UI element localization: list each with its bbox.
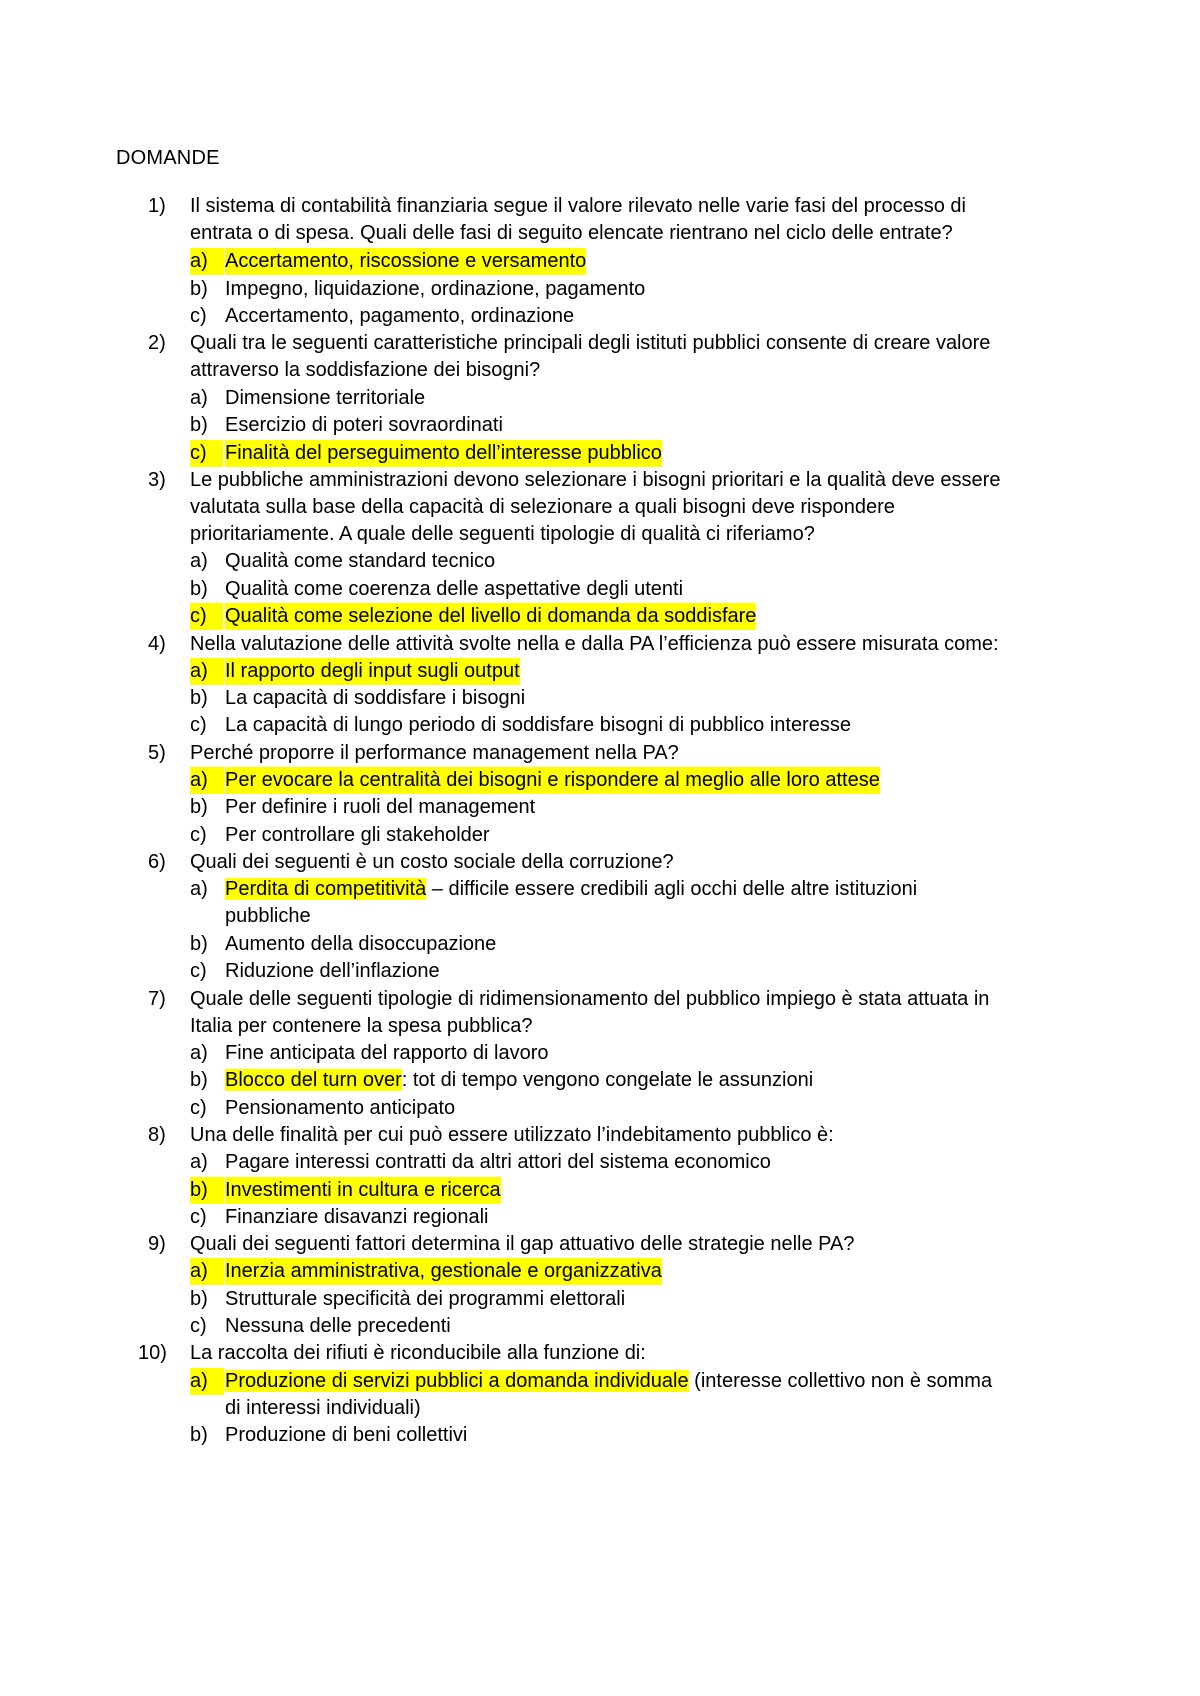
option-letter: c): [190, 1097, 207, 1119]
option-text: Per controllare gli stakeholder: [225, 824, 490, 846]
option-letter: b): [190, 687, 208, 709]
option-letter: b): [190, 1288, 208, 1310]
question-text: Una delle finalità per cui può essere utilizzato l’indebitamento pubblico è:: [190, 1124, 834, 1146]
question-text: valutata sulla base della capacità di selezionare a quali bisogni deve rispondere: [190, 496, 895, 518]
option-letter: b): [190, 1069, 208, 1091]
option-letter: b): [190, 414, 208, 436]
question-text: Quale delle seguenti tipologie di ridimensionamento del pubblico impiego è stata attuata in: [190, 988, 990, 1010]
option-letter: a): [190, 387, 208, 409]
question-text: Nella valutazione delle attività svolte nella e dalla PA l’efficienza può essere misurata come:: [190, 633, 999, 655]
option-letter: b): [190, 578, 208, 600]
question-number: 5): [148, 742, 166, 764]
option-text: Pensionamento anticipato: [225, 1097, 456, 1119]
question-number: 6): [148, 851, 166, 873]
option-letter: a): [190, 658, 224, 685]
option-text: Qualità come standard tecnico: [225, 550, 496, 572]
option-letter: a): [190, 1258, 224, 1285]
option-text: Nessuna delle precedenti: [225, 1315, 451, 1337]
option-letter: a): [190, 248, 224, 275]
question-text: entrata o di spesa. Quali delle fasi di seguito elencate rientrano nel ciclo delle entrate?: [190, 222, 953, 244]
option-letter: c): [190, 603, 223, 630]
option-text-highlighted: Perdita di competitività: [225, 878, 427, 900]
option-text: Qualità come coerenza delle aspettative degli utenti: [225, 578, 684, 600]
question-text: Le pubbliche amministrazioni devono selezionare i bisogni prioritari e la qualità deve essere: [190, 469, 1001, 491]
question-number: 8): [148, 1124, 166, 1146]
option-text: [225, 1368, 992, 1395]
option-text-highlighted: Qualità come selezione del livello di domanda da soddisfare: [225, 603, 756, 630]
option-text: Dimensione territoriale: [225, 387, 426, 409]
option-text: Riduzione dell’inflazione: [225, 960, 440, 982]
option-text: Fine anticipata del rapporto di lavoro: [225, 1042, 549, 1064]
option-text-highlighted: Per evocare la centralità dei bisogni e rispondere al meglio alle loro attese: [225, 767, 880, 794]
question-text: Perché proporre il performance management nella PA?: [190, 742, 679, 764]
option-text: [225, 1067, 813, 1094]
option-letter: b): [190, 278, 208, 300]
option-letter: a): [190, 550, 208, 572]
question-number: 1): [148, 195, 166, 217]
option-text-highlighted: Inerzia amministrativa, gestionale e organizzativa: [225, 1258, 662, 1285]
option-letter: c): [190, 960, 207, 982]
option-note: (interesse collettivo non è somma: [688, 1370, 993, 1392]
option-letter: a): [190, 1368, 224, 1395]
option-letter: a): [190, 767, 224, 794]
question-number: 3): [148, 469, 166, 491]
question-number: 9): [148, 1233, 166, 1255]
question-text: Quali dei seguenti è un costo sociale della corruzione?: [190, 851, 674, 873]
question-text: Quali tra le seguenti caratteristiche principali degli istituti pubblici consente di creare valore: [190, 332, 991, 354]
option-letter: c): [190, 1206, 207, 1228]
question-text: prioritariamente. A quale delle seguenti tipologie di qualità ci riferiamo?: [190, 523, 815, 545]
option-note: : tot di tempo vengono congelate le assunzioni: [401, 1069, 814, 1091]
question-text: La raccolta dei rifiuti è riconducibile alla funzione di:: [190, 1342, 646, 1364]
option-text-highlighted: Investimenti in cultura e ricerca: [225, 1177, 501, 1204]
option-text-highlighted: Blocco del turn over: [225, 1069, 402, 1091]
option-text: di interessi individuali): [225, 1397, 421, 1419]
option-note: – difficile essere credibili agli occhi delle altre istituzioni: [426, 878, 918, 900]
option-text: Aumento della disoccupazione: [225, 933, 497, 955]
option-text: Impegno, liquidazione, ordinazione, pagamento: [225, 278, 646, 300]
option-text: [225, 876, 917, 903]
option-letter: c): [190, 824, 207, 846]
option-letter: c): [190, 305, 207, 327]
option-text-highlighted: Accertamento, riscossione e versamento: [225, 248, 586, 275]
option-letter: a): [190, 878, 208, 900]
option-letter: b): [190, 1424, 208, 1446]
option-text-highlighted: Finalità del perseguimento dell’interesse pubblico: [225, 440, 662, 467]
question-text: Il sistema di contabilità finanziaria segue il valore rilevato nelle varie fasi del processo di: [190, 195, 966, 217]
option-letter: c): [190, 714, 207, 736]
option-text: La capacità di soddisfare i bisogni: [225, 687, 526, 709]
option-letter: c): [190, 440, 223, 467]
page-title: DOMANDE: [116, 147, 220, 169]
option-text: Produzione di beni collettivi: [225, 1424, 468, 1446]
question-text: Quali dei seguenti fattori determina il gap attuativo delle strategie nelle PA?: [190, 1233, 855, 1255]
question-number: 2): [148, 332, 166, 354]
option-letter: a): [190, 1151, 208, 1173]
option-letter: c): [190, 1315, 207, 1337]
option-letter: a): [190, 1042, 208, 1064]
option-text: Accertamento, pagamento, ordinazione: [225, 305, 575, 327]
option-text: La capacità di lungo periodo di soddisfare bisogni di pubblico interesse: [225, 714, 851, 736]
question-text: attraverso la soddisfazione dei bisogni?: [190, 359, 541, 381]
option-text: pubbliche: [225, 905, 311, 927]
option-text: Pagare interessi contratti da altri attori del sistema economico: [225, 1151, 771, 1173]
option-text-highlighted: Produzione di servizi pubblici a domanda individuale: [225, 1370, 689, 1392]
option-text: Strutturale specificità dei programmi elettorali: [225, 1288, 626, 1310]
question-text: Italia per contenere la spesa pubblica?: [190, 1015, 533, 1037]
question-number: 7): [148, 988, 166, 1010]
question-number: 4): [148, 633, 166, 655]
option-letter: b): [190, 933, 208, 955]
question-number: 10): [138, 1342, 167, 1364]
option-letter: b): [190, 796, 208, 818]
option-text: Esercizio di poteri sovraordinati: [225, 414, 503, 436]
option-letter: b): [190, 1177, 224, 1204]
option-text-highlighted: Il rapporto degli input sugli output: [225, 658, 520, 685]
option-text: Finanziare disavanzi regionali: [225, 1206, 489, 1228]
option-text: Per definire i ruoli del management: [225, 796, 536, 818]
